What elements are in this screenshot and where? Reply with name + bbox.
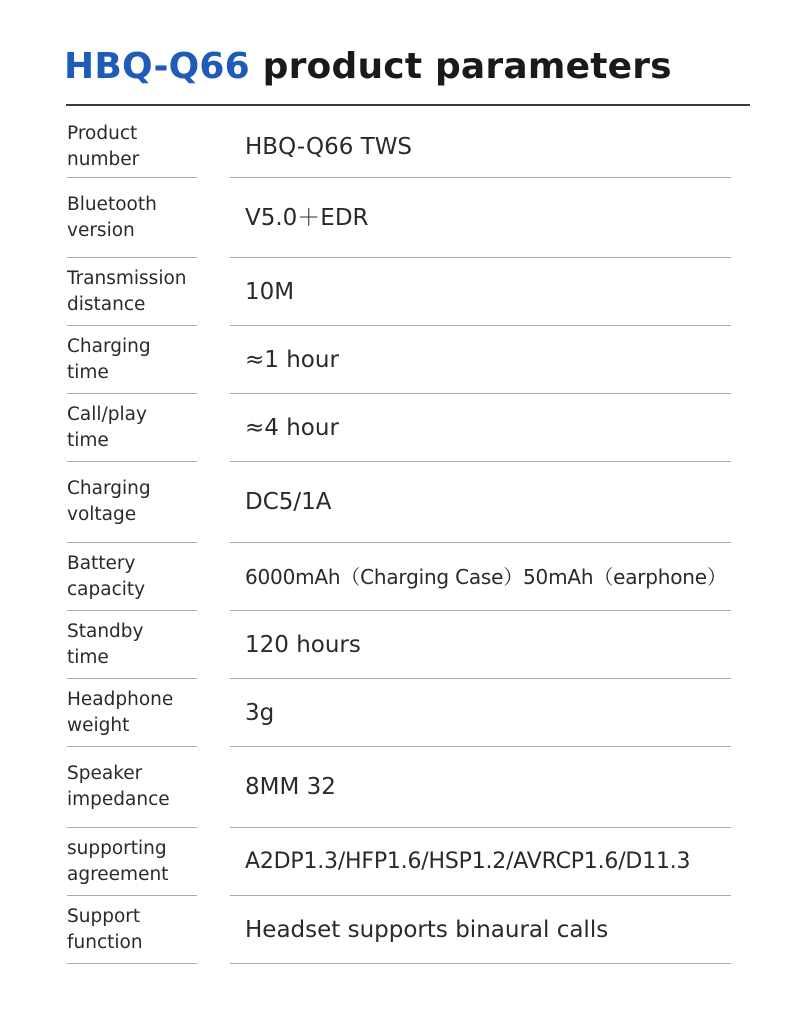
spec-label-text: Speaker impedance [67,763,170,810]
spec-label-text: Charging voltage [67,478,151,525]
spec-label-text: Call/play time [67,403,147,451]
spec-label-standby-time [67,611,197,679]
spec-value-text: 8MM 32 [245,774,336,800]
spec-value-text: 10M [245,278,295,305]
spec-label-headphone-weight [67,679,197,747]
spec-label-text: Support function [67,905,143,953]
spec-value-text: ≈4 hour [245,414,339,441]
spec-label-bluetooth-version [67,178,197,258]
spec-label-product-number [67,117,197,178]
spec-label-text: Battery capacity [67,552,146,600]
spec-label-support-function [67,896,197,964]
spec-value-speaker-impedance [230,747,731,828]
spec-label-call-play-time [67,394,197,462]
spec-value-text: A2DP1.3/HFP1.6/HSP1.2/AVRCP1.6/D11.3 [245,848,691,874]
spec-value-text: HBQ-Q66 TWS [245,134,413,160]
spec-value-transmission-distance [230,258,731,326]
spec-value-text: ≈1 hour [245,346,339,373]
spec-value-supporting-agreement [230,828,731,896]
spec-label-speaker-impedance [67,747,197,828]
spec-value-text: DC5/1A [245,489,332,515]
spec-value-text: V5.0＋EDR [245,204,369,231]
spec-value-charging-voltage [230,462,731,543]
spec-label-text: Charging time [67,335,151,383]
spec-value-charging-time [230,326,731,394]
spec-label-battery-capacity [67,543,197,611]
spec-label-charging-voltage [67,462,197,543]
spec-label-supporting-agreement [67,828,197,896]
spec-value-product-number [230,117,731,178]
spec-label-text: Bluetooth version [67,193,157,241]
spec-label-text: Transmission distance [67,267,187,315]
spec-label-text: Standby time [67,620,144,668]
spec-value-call-play-time [230,394,731,462]
spec-value-text: 3g [245,699,275,726]
spec-value-support-function [230,896,731,964]
spec-label-charging-time [67,326,197,394]
title-text: product parameters [249,46,672,87]
title-model: HBQ-Q66 [64,46,250,87]
spec-label-text: Product number [67,123,140,170]
spec-value-text: 6000mAh（Charging Case）50mAh（earphone） [245,564,727,589]
spec-value-headphone-weight [230,679,731,747]
spec-label-text: supporting agreement [67,837,169,885]
spec-value-standby-time [230,611,731,679]
spec-value-bluetooth-version [230,178,731,258]
spec-value-text: Headset supports binaural calls [245,916,609,943]
spec-label-transmission-distance [67,258,197,326]
spec-label-text: Headphone weight [67,688,174,736]
spec-value-text: 120 hours [245,631,361,658]
spec-value-battery-capacity [230,543,731,611]
